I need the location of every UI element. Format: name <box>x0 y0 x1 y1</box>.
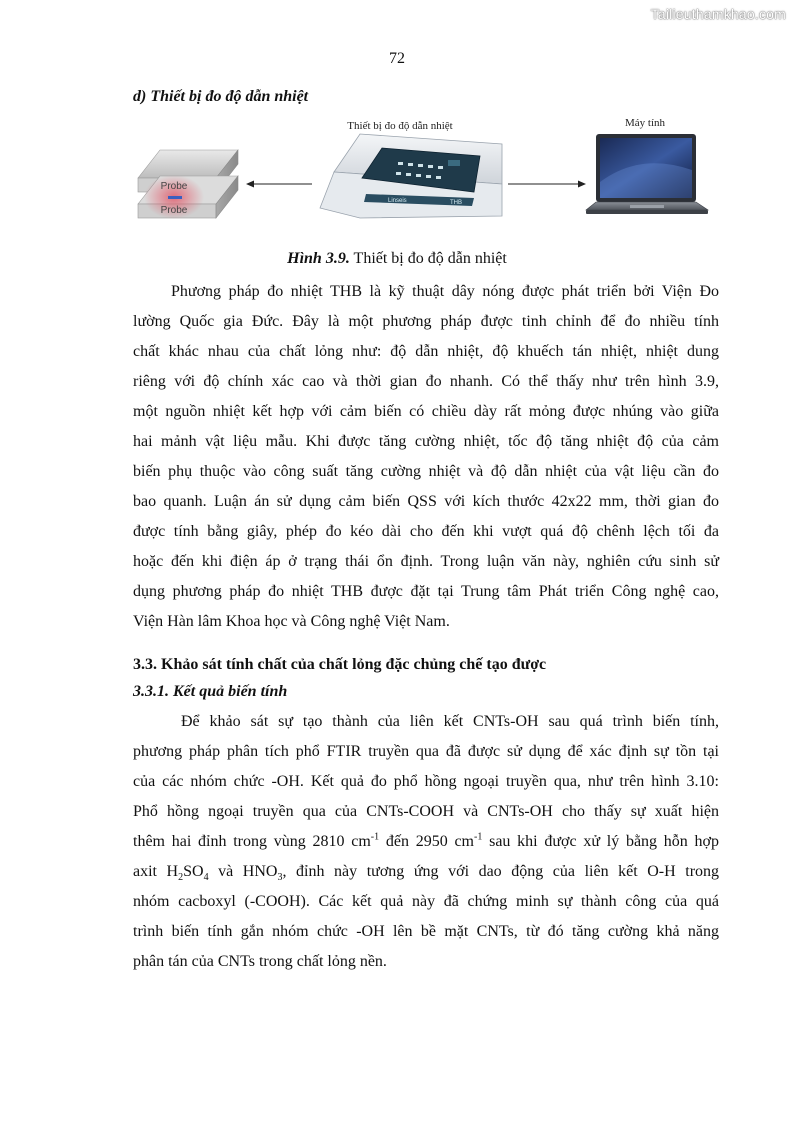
probe-bottom-label: Probe <box>160 205 188 216</box>
section-heading-3-3-1: 3.3.1. Kết quả biến tính <box>133 683 288 700</box>
paragraph-line: chất khác nhau của chất lỏng như: độ dẫn nhiệt, độ khuếch tán nhiệt, nhiệt dung <box>133 343 719 360</box>
caption-number: Hình 3.9. <box>287 250 350 267</box>
paragraph-line: axit $H_2SO_4$ và $HNO_3$, đỉnh này tương ứng với dao động của liên kết O-H trong <box>133 863 720 884</box>
arrow-to-computer <box>508 181 586 188</box>
paragraph-line: nhóm cacboxyl (-COOH). Các kết quả này đã chứng minh sự thành công của quá <box>133 893 719 910</box>
caption-text: Thiết bị đo độ dẫn nhiệt <box>349 250 507 267</box>
laptop-icon <box>586 134 708 214</box>
paragraph-line: biến phụ thuộc vào công suất tăng cường nhiệt và độ dẫn nhiệt của vật liệu cần đo <box>133 463 719 480</box>
paragraph-line: riêng với độ chính xác cao và thời gian đo nhanh. Có thể thấy như trên hình 3.9, <box>133 373 719 390</box>
paragraph-line: được tính bằng giây, phép đo kéo dài cho đến khi vượt quá độ chênh lệch tối đa <box>133 523 719 540</box>
paragraph-line: trình biến tính gắn nhóm chức -OH lên bề mặt CNTs, từ đó tăng cường khả năng <box>133 923 719 940</box>
paragraph-line: Phổ hồng ngoại truyền qua của CNTs-COOH và CNTs-OH cho thấy sự xuất hiện <box>133 803 719 820</box>
arrow-to-probe <box>246 181 312 188</box>
figure-caption <box>0 250 794 268</box>
figure-illustration <box>130 112 730 240</box>
page-number: 72 <box>389 50 405 67</box>
paragraph-line: hoặc đến khi điện áp ở trạng thái ổn định. Trong luận văn này, nghiên cứu sinh sử <box>133 553 719 570</box>
probe-top-label: Probe <box>160 181 188 192</box>
device-label: Thiết bị đo độ dẫn nhiệt <box>347 120 453 132</box>
paragraph-line: thêm hai đỉnh trong vùng 2810 $cm^{-1}$ đến 2950 $cm^{-1}$ sau khi được xử lý bằng hỗn hợp <box>133 831 720 850</box>
device-model-text: THB <box>450 200 462 206</box>
paragraph-line: lường Quốc gia Đức. Đây là một phương pháp được tinh chỉnh để đo nhiều tính <box>133 313 719 330</box>
paragraph-line: hai mảnh vật liệu mẫu. Khi được tăng cường nhiệt, tốc độ tăng nhiệt độ của cảm <box>133 433 719 450</box>
paragraph-line: của các nhóm chức -OH. Kết quả đo phổ hồng ngoại truyền qua, như trên hình 3.10: <box>133 773 719 790</box>
thermal-conductivity-device <box>320 134 502 218</box>
paragraph-line: phương pháp phân tích phổ FTIR truyền qua đã được sử dụng để xác định sự tồn tại <box>133 743 719 760</box>
paragraph-line: Viện Hàn lâm Khoa học và Công nghệ Việt Nam. <box>133 613 450 630</box>
paragraph-line: Phương pháp đo nhiệt THB là kỹ thuật dây nóng được phát triển bởi Viện Đo <box>171 283 719 300</box>
paragraph-thb-method <box>133 277 719 637</box>
figure-3-9 <box>130 112 730 240</box>
section-heading-3-3: 3.3. Khảo sát tính chất của chất lỏng đặc chủng chế tạo được <box>133 656 547 673</box>
device-brand-text: Linseis <box>388 198 407 204</box>
paragraph-ftir <box>133 707 719 977</box>
watermark: Tailieuthamkhao.com <box>650 6 786 22</box>
paragraph-line: Để khảo sát sự tạo thành của liên kết CNTs-OH sau quá trình biến tính, <box>181 713 719 730</box>
probe-sample-stack <box>138 150 238 219</box>
paragraph-line: phân tán của CNTs trong chất lỏng nền. <box>133 953 387 970</box>
paragraph-line: một nguồn nhiệt kết hợp với cảm biến có chiều dày rất mỏng được nhúng vào giữa <box>133 403 719 420</box>
paragraph-line: dụng phương pháp đo nhiệt THB được đặt tại Trung tâm Phát triển Công nghệ cao, <box>133 583 719 600</box>
section-heading-d: d) Thiết bị đo độ dẫn nhiệt <box>133 88 309 105</box>
computer-label: Máy tính <box>624 117 666 129</box>
paragraph-line: bao quanh. Luận án sử dụng cảm biến QSS với kích thước 42x22 mm, thời gian đo <box>133 493 719 510</box>
